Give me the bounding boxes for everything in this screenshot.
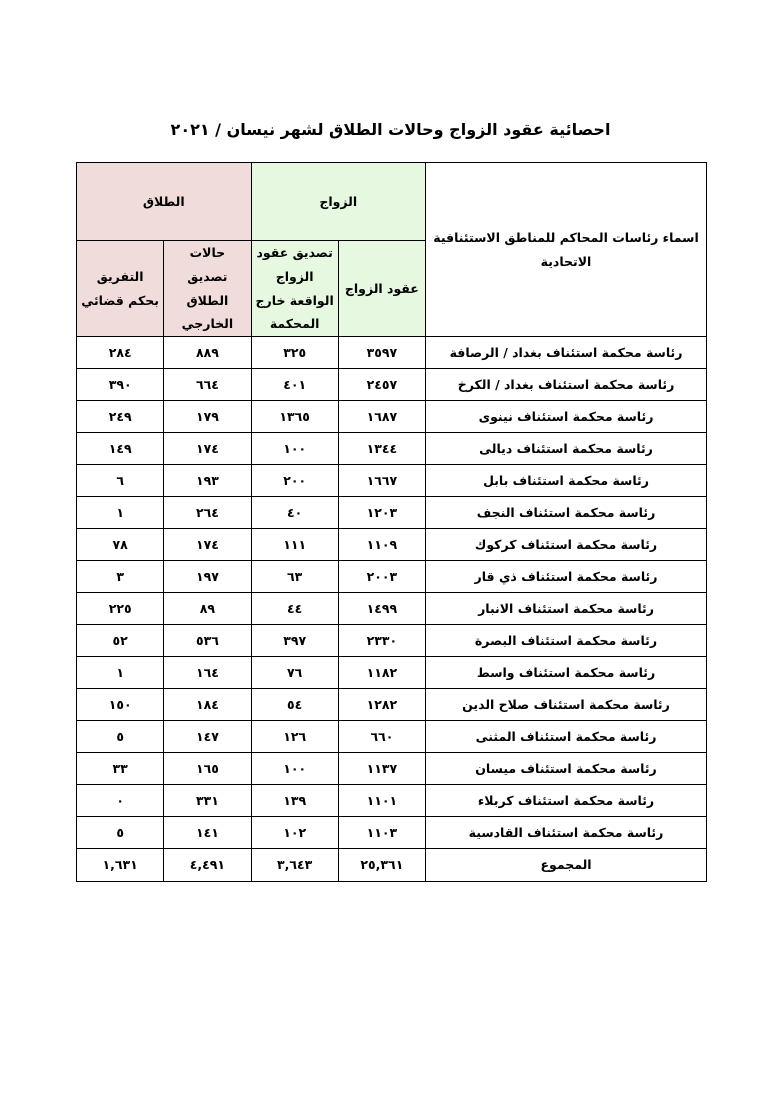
- marriage-group-header: الزواج: [251, 163, 425, 241]
- marriage-outside-cell: ١٣٦٥: [251, 401, 338, 433]
- divorce-judicial-cell: ٢٤٩: [77, 401, 164, 433]
- marriage-contracts-cell: ١١٣٧: [338, 753, 425, 785]
- divorce-external-cell: ٣٣١: [164, 785, 251, 817]
- table-row: [77, 401, 707, 433]
- marriage-outside-cell: ٣٢٥: [251, 337, 338, 369]
- marriage-contracts-cell: ١١٠٩: [338, 529, 425, 561]
- court-name-cell: رئاسة محكمة استئناف بابل: [426, 465, 707, 497]
- divorce-judicial-cell: ٢٨٤: [77, 337, 164, 369]
- divorce-judicial-cell: ٣: [77, 561, 164, 593]
- table-row: [77, 465, 707, 497]
- court-name-cell: رئاسة محكمة استئناف الانبار: [426, 593, 707, 625]
- court-name-cell: رئاسة محكمة استئناف القادسية: [426, 817, 707, 849]
- marriage-contracts-cell: ١٦٦٧: [338, 465, 425, 497]
- statistics-table: [76, 162, 707, 882]
- marriage-contracts-cell: ١٣٤٤: [338, 433, 425, 465]
- court-names-header: اسماء رئاسات المحاكم للمناطق الاستئنافية الاتحادية: [426, 163, 707, 337]
- marriage-contracts-cell: ١٤٩٩: [338, 593, 425, 625]
- marriage-outside-cell: ٤٠١: [251, 369, 338, 401]
- table-row: [77, 625, 707, 657]
- divorce-external-header: حالات تصديق الطلاق الخارجي: [164, 241, 251, 337]
- divorce-judicial-cell: ٣٩٠: [77, 369, 164, 401]
- table-row: [77, 689, 707, 721]
- total-label: المجموع: [426, 849, 707, 882]
- marriage-outside-cell: ١٠٠: [251, 753, 338, 785]
- marriage-outside-court-header: تصديق عقود الزواج الواقعة خارج المحكمة: [251, 241, 338, 337]
- marriage-contracts-cell: ٢٤٥٧: [338, 369, 425, 401]
- total-divorce-external: ٤,٤٩١: [164, 849, 251, 882]
- divorce-external-cell: ١٧٩: [164, 401, 251, 433]
- marriage-outside-cell: ٢٠٠: [251, 465, 338, 497]
- court-name-cell: رئاسة محكمة استئناف واسط: [426, 657, 707, 689]
- court-name-cell: رئاسة محكمة استئناف بغداد / الكرخ: [426, 369, 707, 401]
- marriage-outside-cell: ١٠٢: [251, 817, 338, 849]
- divorce-external-cell: ٦٦٤: [164, 369, 251, 401]
- court-name-cell: رئاسة محكمة استئناف كركوك: [426, 529, 707, 561]
- divorce-external-cell: ٢٦٤: [164, 497, 251, 529]
- court-name-cell: رئاسة محكمة استئناف كربلاء: [426, 785, 707, 817]
- table-row: [77, 561, 707, 593]
- table-row: [77, 753, 707, 785]
- divorce-external-cell: ٨٨٩: [164, 337, 251, 369]
- divorce-judicial-cell: ٥: [77, 721, 164, 753]
- total-row: [77, 849, 707, 882]
- marriage-outside-cell: ١٣٩: [251, 785, 338, 817]
- divorce-external-cell: ٨٩: [164, 593, 251, 625]
- marriage-contracts-cell: ١٢٠٣: [338, 497, 425, 529]
- divorce-external-cell: ٥٣٦: [164, 625, 251, 657]
- marriage-outside-cell: ١٢٦: [251, 721, 338, 753]
- divorce-external-cell: ١٧٤: [164, 529, 251, 561]
- table-row: [77, 497, 707, 529]
- court-name-cell: رئاسة محكمة استئناف المثنى: [426, 721, 707, 753]
- divorce-external-cell: ١٩٣: [164, 465, 251, 497]
- court-name-cell: رئاسة محكمة استئناف بغداد / الرصافة: [426, 337, 707, 369]
- marriage-contracts-header: عقود الزواج: [338, 241, 425, 337]
- table-row: [77, 529, 707, 561]
- court-name-cell: رئاسة محكمة استئناف ميسان: [426, 753, 707, 785]
- court-name-cell: رئاسة محكمة استئناف ديالى: [426, 433, 707, 465]
- marriage-outside-cell: ٤٠: [251, 497, 338, 529]
- divorce-group-header: الطلاق: [77, 163, 252, 241]
- marriage-outside-cell: ٤٤: [251, 593, 338, 625]
- table-body: [77, 337, 707, 849]
- divorce-external-cell: ١٤٧: [164, 721, 251, 753]
- table-row: [77, 433, 707, 465]
- marriage-contracts-cell: ١٢٨٢: [338, 689, 425, 721]
- marriage-contracts-cell: ٣٥٩٧: [338, 337, 425, 369]
- divorce-judicial-cell: ٠: [77, 785, 164, 817]
- page-title: احصائية عقود الزواج وحالات الطلاق لشهر نيسان / ٢٠٢١: [170, 120, 611, 139]
- divorce-judicial-cell: ٦: [77, 465, 164, 497]
- marriage-outside-cell: ٥٤: [251, 689, 338, 721]
- marriage-contracts-cell: ١١٨٢: [338, 657, 425, 689]
- court-name-cell: رئاسة محكمة استئناف النجف: [426, 497, 707, 529]
- marriage-outside-cell: ٣٩٧: [251, 625, 338, 657]
- marriage-outside-cell: ٧٦: [251, 657, 338, 689]
- table-row: [77, 657, 707, 689]
- divorce-judicial-cell: ٥٢: [77, 625, 164, 657]
- marriage-outside-cell: ١٠٠: [251, 433, 338, 465]
- divorce-judicial-cell: ١: [77, 497, 164, 529]
- divorce-external-cell: ١٦٥: [164, 753, 251, 785]
- marriage-outside-cell: ١١١: [251, 529, 338, 561]
- marriage-contracts-cell: ١١٠٣: [338, 817, 425, 849]
- divorce-judicial-cell: ٥: [77, 817, 164, 849]
- marriage-contracts-cell: ٢٠٠٣: [338, 561, 425, 593]
- divorce-external-cell: ١٨٤: [164, 689, 251, 721]
- divorce-judicial-cell: ٢٢٥: [77, 593, 164, 625]
- marriage-outside-cell: ٦٣: [251, 561, 338, 593]
- divorce-external-cell: ١٩٧: [164, 561, 251, 593]
- marriage-contracts-cell: ١١٠١: [338, 785, 425, 817]
- table-row: [77, 337, 707, 369]
- total-marriage-contracts: ٢٥,٣٦١: [338, 849, 425, 882]
- table-row: [77, 369, 707, 401]
- table-row: [77, 817, 707, 849]
- divorce-judicial-cell: ١٤٩: [77, 433, 164, 465]
- table-row: [77, 785, 707, 817]
- divorce-external-cell: ١٧٤: [164, 433, 251, 465]
- divorce-external-cell: ١٦٤: [164, 657, 251, 689]
- divorce-judicial-cell: ١٥٠: [77, 689, 164, 721]
- divorce-external-cell: ١٤١: [164, 817, 251, 849]
- divorce-judicial-cell: ١: [77, 657, 164, 689]
- court-name-cell: رئاسة محكمة استئناف نينوى: [426, 401, 707, 433]
- court-name-cell: رئاسة محكمة استئناف صلاح الدين: [426, 689, 707, 721]
- table-row: [77, 721, 707, 753]
- divorce-judicial-cell: ٧٨: [77, 529, 164, 561]
- total-marriage-outside: ٣,٦٤٣: [251, 849, 338, 882]
- divorce-judicial-cell: ٣٣: [77, 753, 164, 785]
- marriage-contracts-cell: ١٦٨٧: [338, 401, 425, 433]
- total-divorce-judicial: ١,٦٣١: [77, 849, 164, 882]
- court-name-cell: رئاسة محكمة استئناف البصرة: [426, 625, 707, 657]
- court-name-cell: رئاسة محكمة استئناف ذي قار: [426, 561, 707, 593]
- divorce-judicial-header: التفريق بحكم قضائي: [77, 241, 164, 337]
- table-row: [77, 593, 707, 625]
- marriage-contracts-cell: ٢٣٣٠: [338, 625, 425, 657]
- marriage-contracts-cell: ٦٦٠: [338, 721, 425, 753]
